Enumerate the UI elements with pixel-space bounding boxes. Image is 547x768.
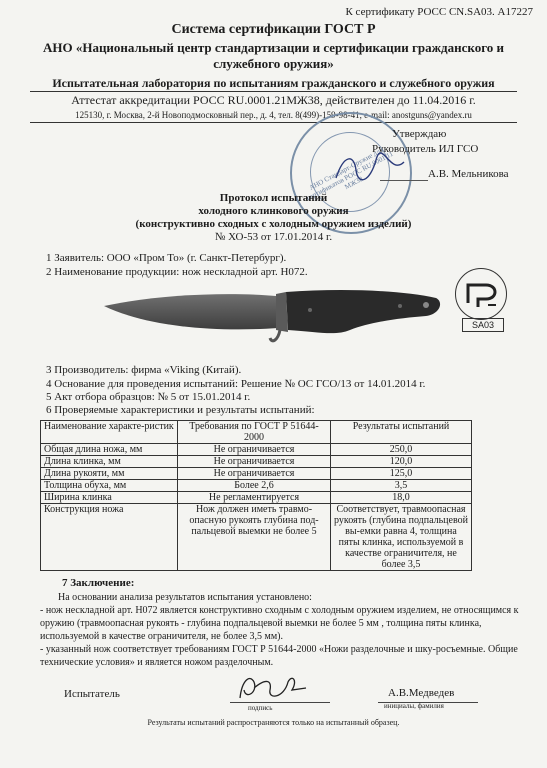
protocol-subtitle: холодного клинкового оружия bbox=[198, 205, 349, 217]
table-cell: Толщина обуха, мм bbox=[41, 480, 178, 492]
conclusion-item-1: - нож нескладной арт. Н072 является конструктивно сходным с холодным оружием изделием, не относящимся к оружию (травмоопасная рукоять - глубина подпальцевой выемки не более 5 мм , толщина пяты клинка, используемой в качестве ограничителя, не более 3,5 мм). bbox=[40, 605, 519, 642]
item-characteristics: 6 Проверяемые характеристики и результаты испытаний: bbox=[46, 404, 315, 416]
protocol-number: № ХО-53 от 17.01.2014 г. bbox=[214, 231, 333, 243]
table-header-cell: Требования по ГОСТ Р 51644-2000 bbox=[178, 421, 331, 444]
table-cell: 125,0 bbox=[331, 468, 472, 480]
signature-caption: подпись bbox=[248, 704, 273, 712]
signature-line bbox=[230, 702, 330, 703]
table-header-cell: Результаты испытаний bbox=[331, 421, 472, 444]
conclusion-intro: На основании анализа результатов испытания установлено: bbox=[58, 592, 312, 603]
table-cell: Общая длина ножа, мм bbox=[41, 444, 178, 456]
table-header-cell: Наименование характе-ристик bbox=[41, 421, 178, 444]
table-row bbox=[41, 456, 472, 468]
table-row bbox=[41, 504, 472, 571]
table-row bbox=[41, 468, 472, 480]
table-row bbox=[41, 444, 472, 456]
table-cell: Длина рукояти, мм bbox=[41, 468, 178, 480]
header-divider bbox=[30, 91, 517, 92]
table-row bbox=[41, 480, 472, 492]
table-row bbox=[41, 492, 472, 504]
table-header-row bbox=[41, 421, 472, 444]
protocol-title: Протокол испытаний bbox=[219, 192, 328, 204]
tester-role: Испытатель bbox=[64, 688, 120, 700]
table-cell: Соответствует, травмоопасная рукоять (глубина подпальцевой вы-емки равна 4, толщина пяты клинка, используемой в качестве ограничителя, не более 3,5 bbox=[331, 504, 472, 571]
accreditation-line: Аттестат аккредитации РОСС RU.0001.21МЖ38, действителен до 11.04.2016 г. bbox=[71, 93, 476, 107]
tester-signature-icon bbox=[232, 670, 312, 706]
table-cell: 120,0 bbox=[331, 456, 472, 468]
table-cell: 250,0 bbox=[331, 444, 472, 456]
table-cell: Ширина клинка bbox=[41, 492, 178, 504]
table-cell: Не ограничивается bbox=[178, 456, 331, 468]
table-cell: Более 2,6 bbox=[178, 480, 331, 492]
gost-mark-code: SA03 bbox=[462, 318, 504, 332]
item-product: 2 Наименование продукции: нож нескладной арт. Н072. bbox=[46, 266, 308, 278]
table-cell: Не регламентируется bbox=[178, 492, 331, 504]
table-cell: Конструкция ножа bbox=[41, 504, 178, 571]
tester-name: А.В.Медведев bbox=[388, 687, 455, 699]
table-cell: Длина клинка, мм bbox=[41, 456, 178, 468]
approval-heading: Утверждаю bbox=[392, 128, 447, 140]
conclusion-item-2: - указанный нож соответствует требованиям ГОСТ Р 51644-2000 «Ножи разделочные и шку-росъемные. Общие технические условия» и является ножом разделочным. bbox=[40, 644, 518, 668]
item-sampling-act: 5 Акт отбора образцов: № 5 от 15.01.2014 г. bbox=[46, 391, 251, 403]
table-cell: 18,0 bbox=[331, 492, 472, 504]
item-applicant: 1 Заявитель: ООО «Пром То» (г. Санкт-Петербург). bbox=[46, 252, 287, 264]
approval-role: Руководитель ИЛ ГСО bbox=[372, 143, 479, 155]
gost-conformity-mark-icon bbox=[455, 268, 507, 320]
item-basis: 4 Основание для проведения испытаний: Решение № ОС ГСО/13 от 14.01.2014 г. bbox=[46, 378, 426, 390]
address-divider bbox=[30, 122, 517, 123]
laboratory-name: Испытательная лаборатория по испытаниям гражданского и служебного оружия bbox=[52, 76, 495, 90]
stamp-text: АНО Стандарт-Оружие для сертификатов РОСС RU.0001.11 МЖ38 bbox=[305, 146, 395, 203]
table-cell: Не ограничивается bbox=[178, 444, 331, 456]
item-manufacturer: 3 Производитель: фирма «Viking (Китай). bbox=[46, 364, 242, 376]
table-cell: 3,5 bbox=[331, 480, 472, 492]
organization-name: АНО «Национальный центр стандартизации и сертификации гражданского и служебного оружия» bbox=[42, 40, 505, 71]
certificate-reference: К сертификату РОСС CN.SA03. А17227 bbox=[345, 6, 533, 18]
approval-signature-icon bbox=[330, 148, 410, 188]
certification-system-title: Система сертификации ГОСТ Р bbox=[171, 22, 376, 37]
address-line: 125130, г. Москва, 2-й Новоподмосковный пер., д. 4, тел. 8(499)-159-98-41, e-mail: anostguns@yandex.ru bbox=[75, 110, 472, 120]
table-cell: Нож должен иметь травмо-опасную рукоять глубина под-пальцевой выемки не более 5 bbox=[178, 504, 331, 571]
conclusion-heading: 7 Заключение: bbox=[62, 577, 135, 589]
results-table bbox=[40, 420, 472, 571]
approval-name: А.В. Мельникова bbox=[428, 168, 509, 180]
table-cell: Не ограничивается bbox=[178, 468, 331, 480]
knife-photo-icon bbox=[100, 288, 460, 348]
protocol-note: (конструктивно сходных с холодным оружием изделий) bbox=[135, 218, 412, 230]
name-caption: инициалы, фамилия bbox=[384, 702, 444, 710]
footer-note: Результаты испытаний распространяются только на испытанный образец. bbox=[147, 718, 400, 727]
